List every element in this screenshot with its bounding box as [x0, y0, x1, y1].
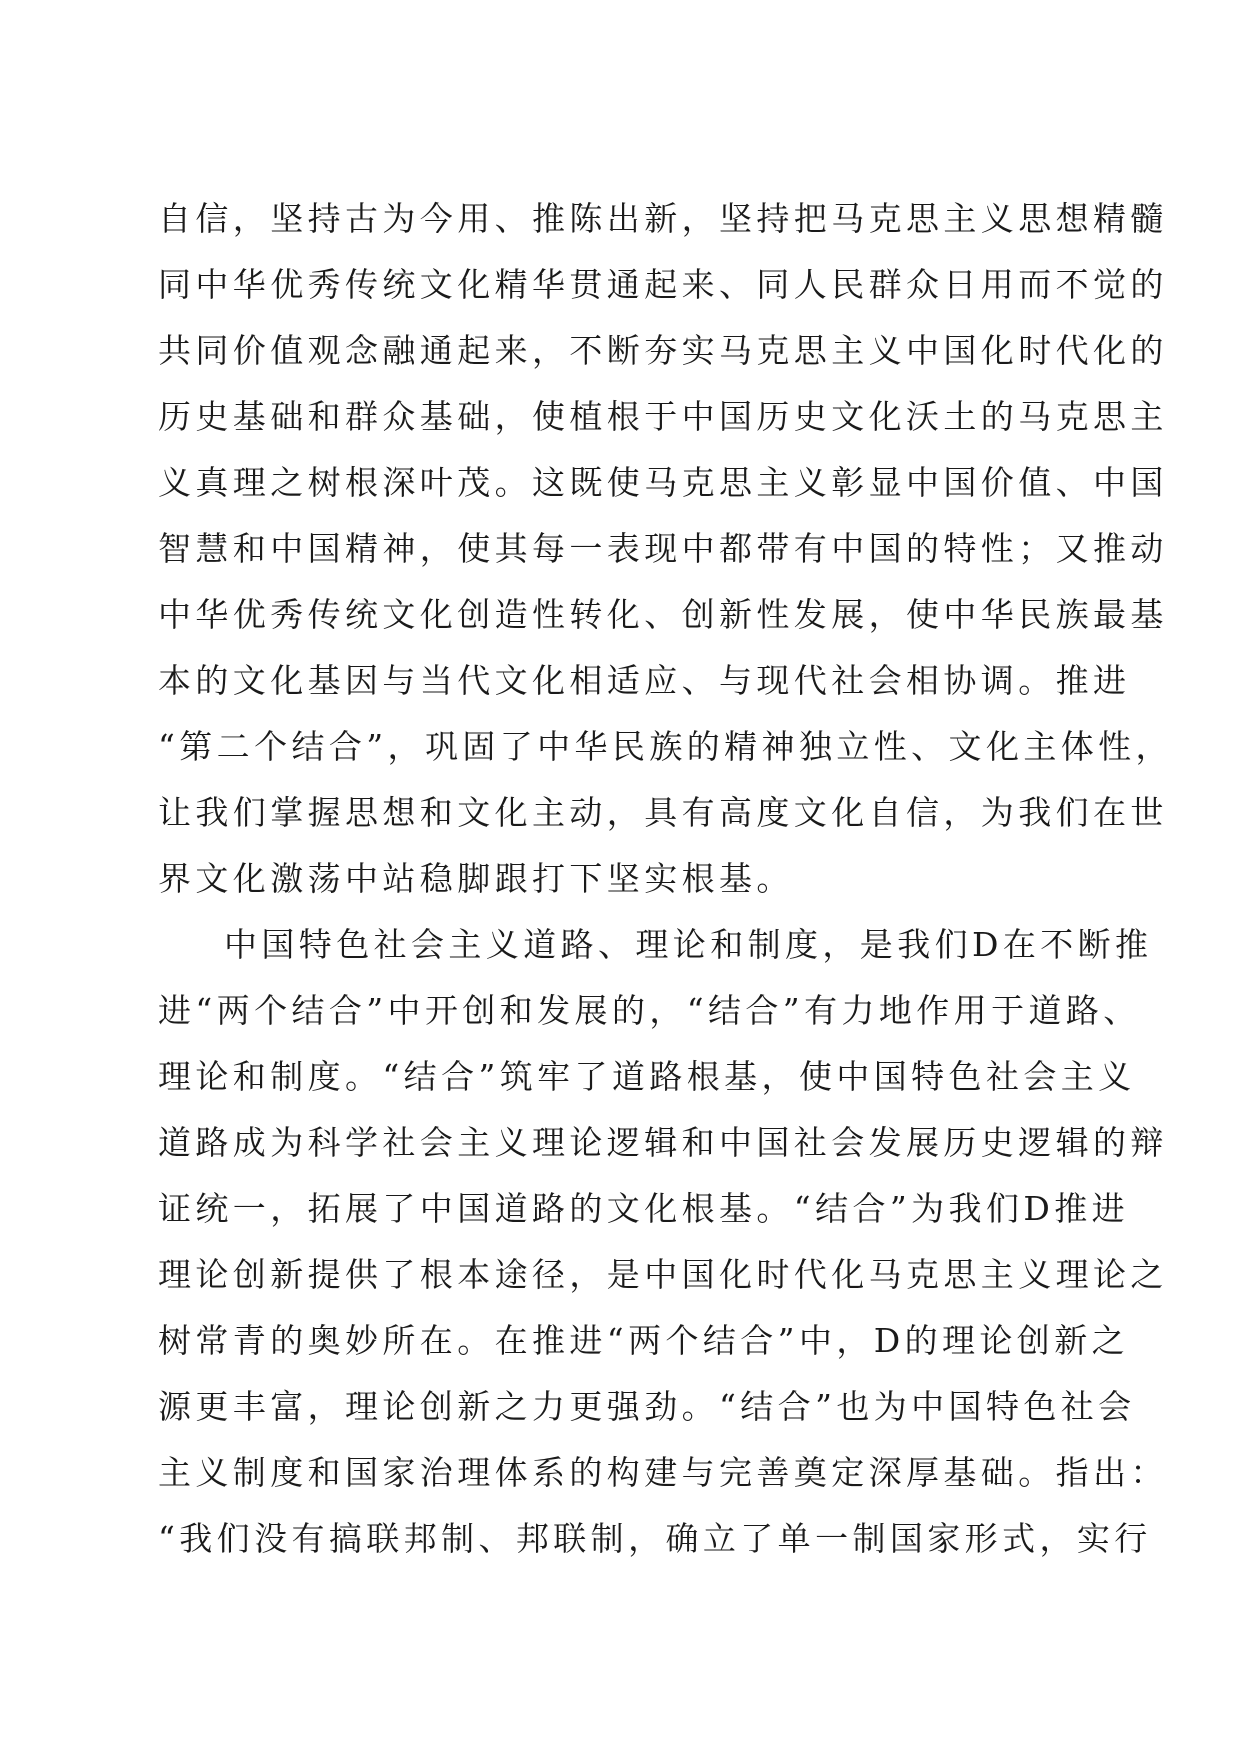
paragraph-1: [158, 186, 1173, 912]
document-body: [158, 186, 1173, 1572]
text-line: 让我们掌握思想和文化主动，具有高度文化自信，为我们在世: [158, 793, 1168, 832]
text-line: 树常青的奥妙所在。在推进“两个结合”中，D的理论创新之: [158, 1321, 1129, 1360]
text-line: 义真理之树根深叶茂。这既使马克思主义彰显中国价值、中国: [158, 463, 1168, 502]
text-line: 界文化激荡中站稳脚跟打下坚实根基。: [158, 859, 794, 898]
text-line: 源更丰富，理论创新之力更强劲。“结合”也为中国特色社会: [158, 1387, 1136, 1426]
text-line: 证统一，拓展了中国道路的文化根基。“结合”为我们D推进: [158, 1189, 1129, 1228]
text-line: 主义制度和国家治理体系的构建与完善奠定深厚基础。指出：: [158, 1453, 1168, 1492]
text-line: 自信，坚持古为今用、推陈出新，坚持把马克思主义思想精髓: [158, 199, 1168, 238]
text-line: 同中华优秀传统文化精华贯通起来、同人民群众日用而不觉的: [158, 265, 1168, 304]
text-line: 共同价值观念融通起来，不断夯实马克思主义中国化时代化的: [158, 331, 1168, 370]
text-line: 进“两个结合”中开创和发展的，“结合”有力地作用于道路、: [158, 991, 1141, 1030]
text-line: 理论和制度。“结合”筑牢了道路根基，使中国特色社会主义: [158, 1057, 1136, 1096]
text-line: 智慧和中国精神，使其每一表现中都带有中国的特性；又推动: [158, 529, 1168, 568]
text-line: “第二个结合”，巩固了中华民族的精神独立性、文化主体性，: [158, 727, 1173, 766]
text-line: 中国特色社会主义道路、理论和制度，是我们D在不断推: [224, 925, 1153, 964]
text-line: 道路成为科学社会主义理论逻辑和中国社会发展历史逻辑的辩: [158, 1123, 1168, 1162]
text-line: 本的文化基因与当代文化相适应、与现代社会相协调。推进: [158, 661, 1131, 700]
text-line: 中华优秀传统文化创造性转化、创新性发展，使中华民族最基: [158, 595, 1168, 634]
text-line: 历史基础和群众基础，使植根于中国历史文化沃土的马克思主: [158, 397, 1168, 436]
text-line: “我们没有搞联邦制、邦联制，确立了单一制国家形式，实行: [158, 1519, 1152, 1558]
text-line: 理论创新提供了根本途径，是中国化时代化马克思主义理论之: [158, 1255, 1168, 1294]
paragraph-2: [158, 912, 1168, 1572]
